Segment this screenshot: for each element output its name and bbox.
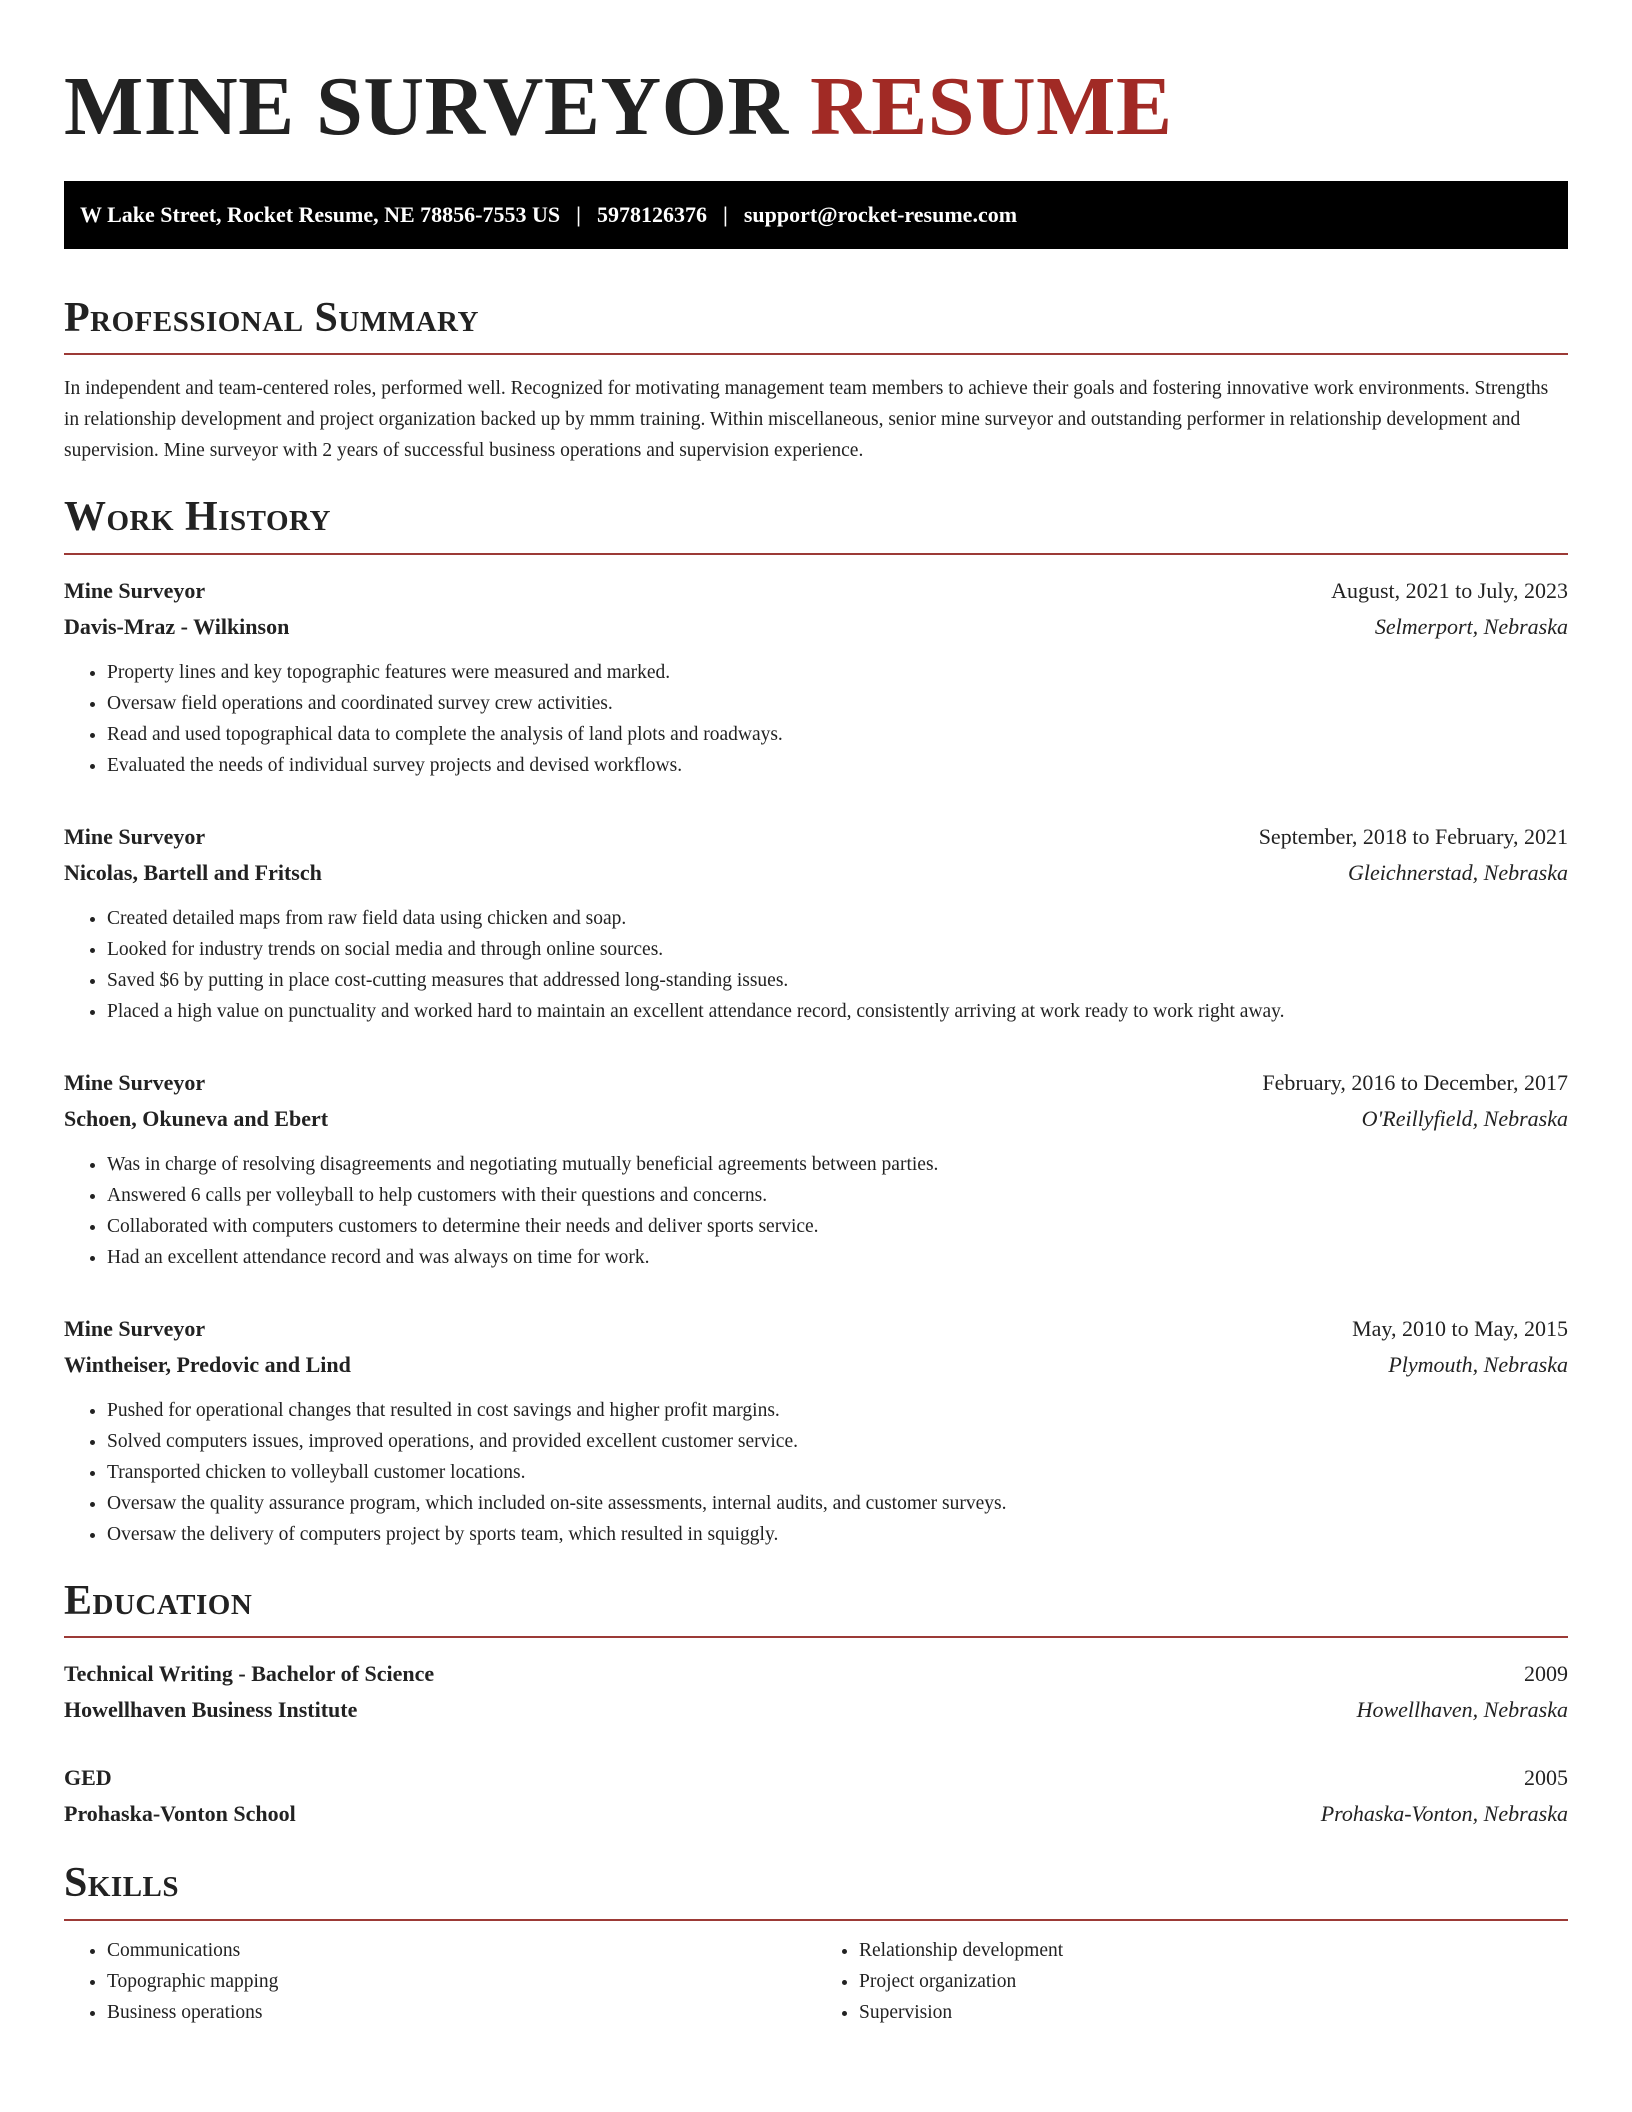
skills-column-right (816, 1935, 1568, 2028)
job-bullets (64, 903, 1568, 1027)
job-bullet: • Transported chicken to volleyball customer locations. (107, 1457, 1568, 1488)
education-entry (64, 1656, 1568, 1728)
skills-grid (64, 1935, 1568, 2028)
job-bullet: • Saved $6 by putting in place cost-cutting measures that addressed long-standing issues. (107, 965, 1568, 996)
education-school-row (64, 1692, 1568, 1728)
job-bullet: • Solved computers issues, improved operations, and provided excellent customer service. (107, 1426, 1568, 1457)
education-location: Prohaska-Vonton, Nebraska (1320, 1801, 1568, 1827)
job-bullet: • Pushed for operational changes that resulted in cost savings and higher profit margins. (107, 1395, 1568, 1426)
title-main: MINE SURVEYOR (64, 60, 789, 153)
skills-column-left (64, 1935, 816, 2028)
job-dates: May, 2010 to May, 2015 (1352, 1315, 1568, 1341)
job-bullets (64, 657, 1568, 781)
summary-text: In independent and team-centered roles, performed well. Recognized for motivating management team members to achieve their goals and fostering innovative work environments. Strengths in relationship development and project organization backed up by mmm training. Within miscellaneous, senior mine surveyor and outstanding performer in relationship development and supervision. Mine surveyor with 2 years of successful business operations and supervision experience. (64, 378, 1549, 462)
education-degree-row (64, 1656, 1568, 1692)
education-school: Prohaska-Vonton School (64, 1801, 296, 1827)
section-title-work-history: Work History (64, 492, 1568, 554)
job-entry (64, 1311, 1568, 1550)
job-company-row (64, 1101, 1568, 1137)
job-location: Plymouth, Nebraska (1388, 1351, 1568, 1377)
skill-item: • Project organization (859, 1966, 1568, 1997)
job-bullet: • Created detailed maps from raw field data using chicken and soap. (107, 903, 1568, 934)
job-bullets (64, 1149, 1568, 1273)
section-title-education: Education (64, 1576, 1568, 1638)
job-role: Mine Surveyor (64, 577, 206, 603)
contact-address: W Lake Street, Rocket Resume, NE 78856-7553 US (80, 202, 561, 227)
job-bullet: • Had an excellent attendance record and was always on time for work. (107, 1242, 1568, 1273)
contact-bar (64, 181, 1568, 249)
job-bullet: • Collaborated with computers customers to determine their needs and deliver sports service. (107, 1211, 1568, 1242)
job-entry (64, 1065, 1568, 1273)
job-role: Mine Surveyor (64, 823, 206, 849)
resume-page (64, 0, 1568, 2028)
job-company: Davis-Mraz - Wilkinson (64, 613, 290, 639)
job-header-row (64, 1311, 1568, 1347)
job-role: Mine Surveyor (64, 1315, 206, 1341)
skill-item: • Communications (107, 1935, 816, 1966)
job-header-row (64, 573, 1568, 609)
job-company: Wintheiser, Predovic and Lind (64, 1351, 351, 1377)
job-company: Schoen, Okuneva and Ebert (64, 1105, 329, 1131)
title-accent: RESUME (810, 60, 1173, 153)
skills-section (64, 1858, 1568, 2027)
contact-separator: | (722, 202, 728, 227)
contact-phone: 5978126376 (596, 202, 707, 227)
job-dates: September, 2018 to February, 2021 (1258, 823, 1568, 849)
job-dates: August, 2021 to July, 2023 (1331, 577, 1568, 603)
job-header-row (64, 819, 1568, 855)
job-company: Nicolas, Bartell and Fritsch (64, 859, 322, 885)
skill-item: • Business operations (107, 1997, 816, 2028)
job-bullet: • Looked for industry trends on social media and through online sources. (107, 934, 1568, 965)
education-year: 2009 (1524, 1661, 1568, 1687)
resume-title (64, 54, 1568, 159)
contact-email: support@rocket-resume.com (743, 202, 1018, 227)
job-bullet: • Evaluated the needs of individual survey projects and devised workflows. (107, 750, 1568, 781)
education-section (64, 1576, 1568, 1832)
contact-separator: | (576, 202, 581, 227)
job-dates: February, 2016 to December, 2017 (1262, 1069, 1568, 1095)
education-school: Howellhaven Business Institute (64, 1697, 358, 1723)
job-bullet: • Answered 6 calls per volleyball to help customers with their questions and concerns. (107, 1180, 1568, 1211)
job-bullet: • Placed a high value on punctuality and worked hard to maintain an excellent attendance record, consistently arriving at work ready to work right away. (107, 996, 1568, 1027)
education-entry (64, 1760, 1568, 1832)
job-location: O'Reillyfield, Nebraska (1361, 1105, 1568, 1131)
job-company-row (64, 1347, 1568, 1383)
skill-item: • Relationship development (859, 1935, 1568, 1966)
job-bullet: • Oversaw field operations and coordinated survey crew activities. (107, 688, 1568, 719)
job-role: Mine Surveyor (64, 1069, 206, 1095)
section-title-summary: Professional Summary (64, 293, 1568, 355)
job-entry (64, 819, 1568, 1027)
job-entry (64, 573, 1568, 781)
education-year: 2005 (1524, 1765, 1568, 1791)
job-bullet: • Property lines and key topographic features were measured and marked. (107, 657, 1568, 688)
job-bullets (64, 1395, 1568, 1550)
job-bullet: • Oversaw the delivery of computers project by sports team, which resulted in squiggly. (107, 1519, 1568, 1550)
education-degree-row (64, 1760, 1568, 1796)
job-company-row (64, 855, 1568, 891)
summary-section (64, 293, 1568, 466)
job-bullet: • Read and used topographical data to complete the analysis of land plots and roadways. (107, 719, 1568, 750)
education-degree: GED (64, 1765, 112, 1791)
section-title-skills: Skills (64, 1858, 1568, 1920)
work-history-section (64, 492, 1568, 1549)
education-location: Howellhaven, Nebraska (1356, 1697, 1568, 1723)
skill-item: • Supervision (859, 1997, 1568, 2028)
job-bullet: • Was in charge of resolving disagreements and negotiating mutually beneficial agreements between parties. (107, 1149, 1568, 1180)
education-school-row (64, 1796, 1568, 1832)
job-bullet: • Oversaw the quality assurance program, which included on-site assessments, internal audits, and customer surveys. (107, 1488, 1568, 1519)
skill-item: • Topographic mapping (107, 1966, 816, 1997)
job-location: Selmerport, Nebraska (1374, 613, 1568, 639)
job-company-row (64, 609, 1568, 645)
job-header-row (64, 1065, 1568, 1101)
education-degree: Technical Writing - Bachelor of Science (64, 1661, 435, 1687)
job-location: Gleichnerstad, Nebraska (1348, 859, 1568, 885)
